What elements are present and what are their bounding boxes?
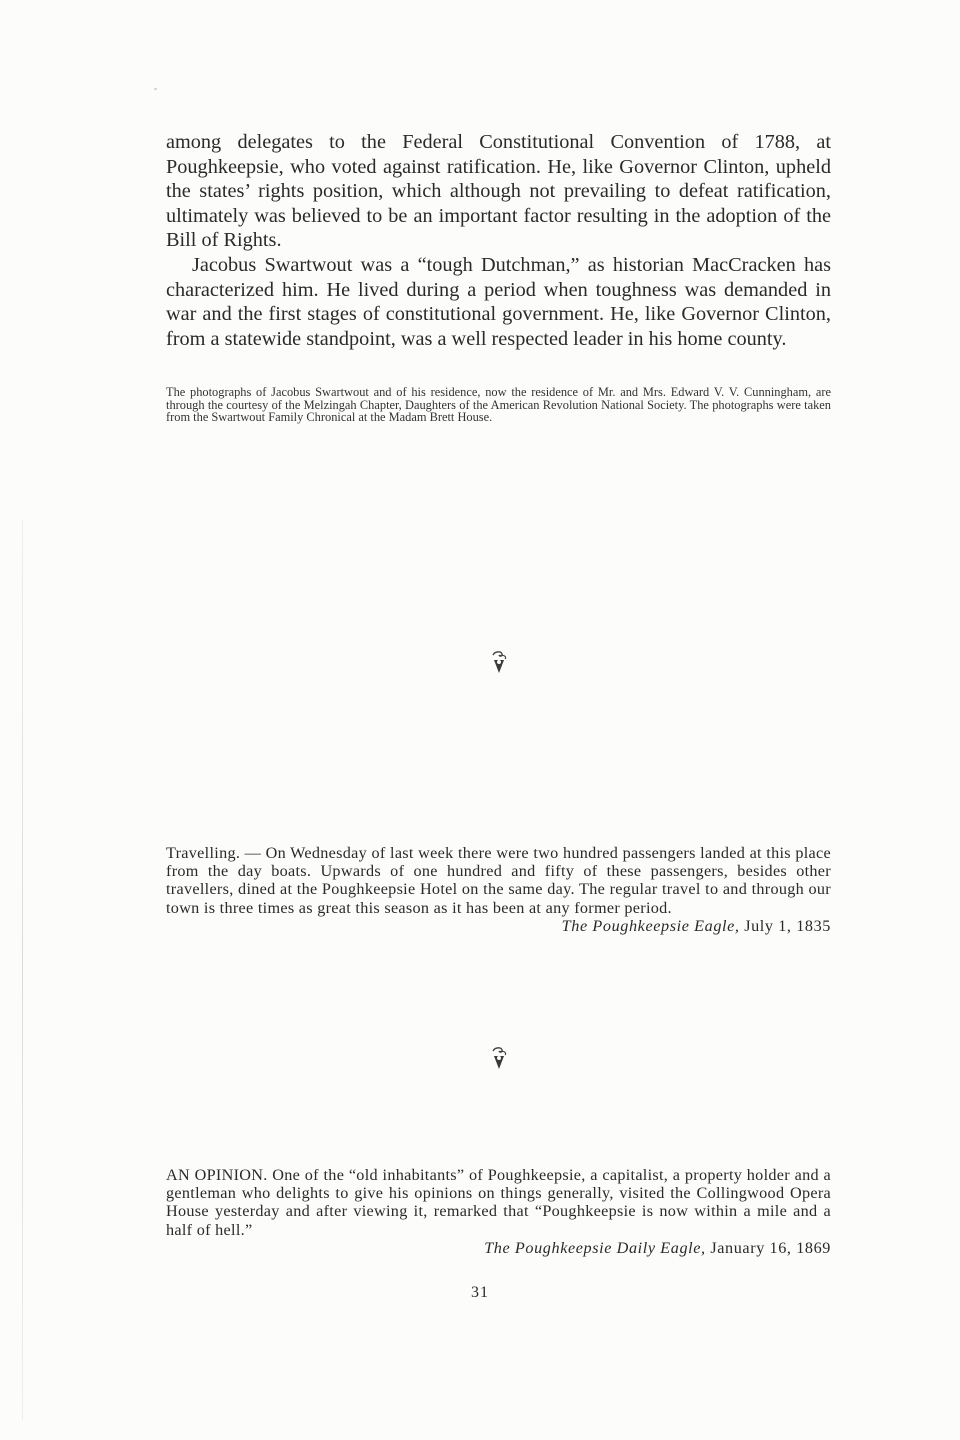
- citation-date: January 16, 1869: [710, 1238, 831, 1257]
- excerpt-travelling-text: Travelling. — On Wednesday of last week there were two hundred passengers landed at this place from the day boats. Upwards of one hundred and fifty of these passengers, besides other travellers, dined at the Poughkeepsie Hotel on the same day. The regular travel to and through our town is three times as great this season as it has been at any former period.: [166, 844, 831, 917]
- excerpt-travelling-citation: [166, 917, 831, 935]
- excerpt-opinion-text: AN OPINION. One of the “old inhabitants” of Poughkeepsie, a capitalist, a property holder and a gentleman who delights to give his opinions on things generally, visited the Collingwood Opera House yesterday and after viewing it, remarked that “Poughkeepsie is now within a mile and a half of hell.”: [166, 1166, 831, 1239]
- fleuron-icon: [487, 650, 511, 676]
- page-number: 31: [471, 1284, 489, 1301]
- paragraph-convention: among delegates to the Federal Constitutional Convention of 1788, at Poughkeepsie, who voted against ratification. He, like Governor Clinton, upheld the states’ rights position, which although not prevailing to defeat ratification, ultimately was believed to be an important factor resulting in the adoption of the Bill of Rights.: [166, 131, 831, 252]
- photo-caption: The photographs of Jacobus Swartwout and of his residence, now the residence of Mr. and Mrs. Edward V. V. Cunningham, are through the courtesy of the Melzingah Chapter, Daughters of the American Revolution National Society. The photographs were taken from the Swartwout Family Chronical at the Madam Brett House.: [166, 385, 831, 425]
- citation-date: July 1, 1835: [744, 916, 831, 935]
- fleuron-icon: [487, 1046, 511, 1072]
- citation-source: The Poughkeepsie Eagle,: [561, 916, 740, 935]
- excerpt-travelling: [166, 844, 831, 935]
- excerpt-opinion-citation: [166, 1239, 831, 1257]
- citation-source: The Poughkeepsie Daily Eagle,: [484, 1238, 706, 1257]
- paragraph-swartwout: Jacobus Swartwout was a “tough Dutchman,” as historian MacCracken has characterized him. He lived during a period when toughness was demanded in war and the first stages of constitutional government. He, like Governor Clinton, from a statewide standpoint, was a well respected leader in his home county.: [166, 253, 831, 350]
- scan-speck: [154, 88, 157, 90]
- body-text: [166, 130, 831, 351]
- excerpt-opinion: [166, 1166, 831, 1257]
